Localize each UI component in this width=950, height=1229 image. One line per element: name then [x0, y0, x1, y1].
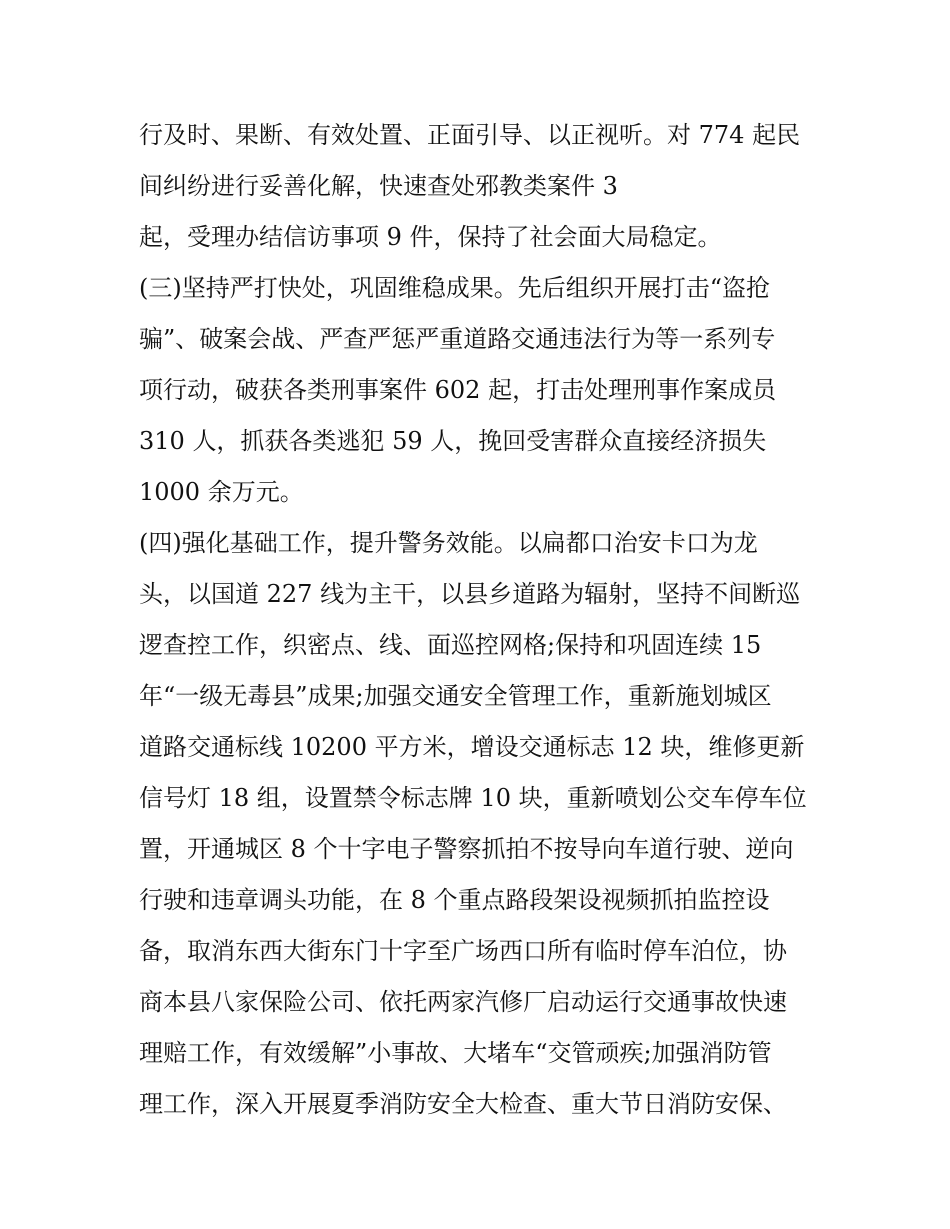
text-line: 逻查控工作，织密点、线、面巡控网格;保持和巩固连续 15	[139, 631, 762, 659]
text-line: 1000 余万元。	[139, 478, 304, 506]
text-line: 头，以国道 227 线为主干，以县乡道路为辐射，坚持不间断巡	[139, 580, 801, 608]
text-line: 起，受理办结信访事项 9 件，保持了社会面大局稳定。	[139, 223, 722, 251]
text-line: 间纠纷进行妥善化解，快速查处邪教类案件 3	[139, 172, 618, 200]
document-body	[139, 110, 839, 1130]
text-line: 信号灯 18 组，设置禁令标志牌 10 块，重新喷划公交车停车位	[139, 784, 807, 812]
text-line: 骗”、破案会战、严查严惩严重道路交通违法行为等一系列专	[139, 325, 776, 353]
text-line: 理赔工作，有效缓解”小事故、大堵车“交管顽疾;加强消防管	[139, 1039, 772, 1067]
text-line: (三)坚持严打快处，巩固维稳成果。先后组织开展打击“盗抢	[139, 274, 770, 302]
text-line: (四)强化基础工作，提升警务效能。以扁都口治安卡口为龙	[139, 529, 758, 557]
text-line: 行及时、果断、有效处置、正面引导、以正视听。对 774 起民	[139, 121, 801, 149]
text-line: 备，取消东西大街东门十字至广场西口所有临时停车泊位，协	[139, 937, 787, 965]
text-line: 理工作，深入开展夏季消防安全大检查、重大节日消防安保、	[139, 1090, 787, 1118]
text-line: 商本县八家保险公司、依托两家汽修厂启动运行交通事故快速	[139, 988, 787, 1016]
text-line: 年“一级无毒县”成果;加强交通安全管理工作，重新施划城区	[139, 682, 772, 710]
text-line: 行驶和违章调头功能，在 8 个重点路段架设视频抓拍监控设	[139, 886, 770, 914]
text-line: 置，开通城区 8 个十字电子警察抓拍不按导向车道行驶、逆向	[139, 835, 794, 863]
text-line: 项行动，破获各类刑事案件 602 起，打击处理刑事作案成员	[139, 376, 777, 404]
text-line: 道路交通标线 10200 平方米，增设交通标志 12 块，维修更新	[139, 733, 805, 761]
text-line: 310 人，抓获各类逃犯 59 人，挽回受害群众直接经济损失	[139, 427, 767, 455]
